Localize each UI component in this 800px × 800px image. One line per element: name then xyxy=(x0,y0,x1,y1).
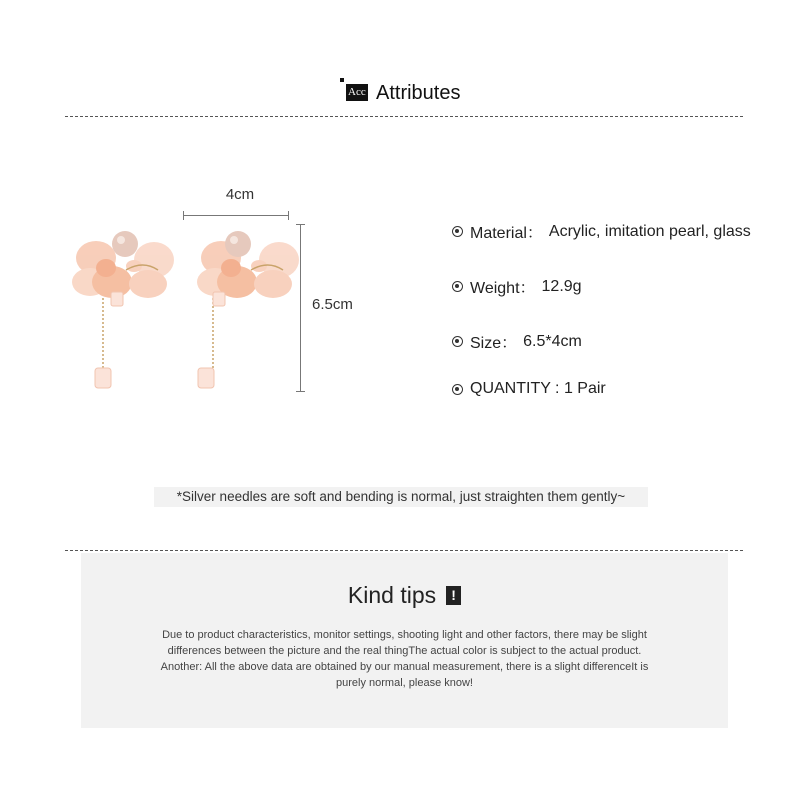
attribute-label: Size： xyxy=(470,335,518,352)
width-dimension-line xyxy=(183,215,289,217)
height-dimension-label: 6.5cm xyxy=(312,296,353,313)
care-note: *Silver needles are soft and bending is normal, just straighten them gently~ xyxy=(154,487,648,507)
kind-tips-line: Another: All the above data are obtained by our manual measurement, there is a slight differenceIt is xyxy=(160,661,649,673)
kind-tips-body xyxy=(119,627,690,691)
product-image xyxy=(60,180,400,410)
exclamation-icon: ! xyxy=(446,586,461,605)
bullet-icon xyxy=(452,336,463,347)
dashed-divider-bottom xyxy=(65,550,743,551)
attribute-label: QUANTITY : 1 Pair xyxy=(470,380,606,397)
attribute-material xyxy=(452,220,751,243)
width-dimension-label: 4cm xyxy=(225,186,255,203)
header-square-icon xyxy=(340,78,344,82)
bullet-icon xyxy=(452,384,463,395)
attribute-label: Weight： xyxy=(470,280,536,297)
section-header xyxy=(0,78,800,108)
section-title: Attributes xyxy=(376,82,461,104)
kind-tips-line: purely normal, please know! xyxy=(336,677,473,689)
kind-tips-line: differences between the picture and the real thingThe actual color is subject to the actual product. xyxy=(167,645,642,657)
kind-tips-heading xyxy=(81,581,728,609)
earring-left-image xyxy=(68,220,178,400)
attribute-size xyxy=(452,330,582,353)
bullet-icon xyxy=(452,226,463,237)
attribute-value: Acrylic, imitation pearl, glass xyxy=(548,222,751,240)
kind-tips-title: Kind tips xyxy=(347,582,437,609)
attribute-value: 12.9g xyxy=(541,277,582,295)
attribute-quantity xyxy=(452,380,606,398)
attribute-label: Material： xyxy=(470,225,543,242)
attribute-weight xyxy=(452,275,582,298)
bullet-icon xyxy=(452,281,463,292)
earring-right-image xyxy=(193,220,303,400)
dashed-divider-top xyxy=(65,116,743,117)
attribute-value: 6.5*4cm xyxy=(523,332,582,350)
header-badge: Acc xyxy=(346,84,368,101)
kind-tips-panel xyxy=(81,553,728,728)
kind-tips-line: Due to product characteristics, monitor settings, shooting light and other factors, there may be slight xyxy=(162,629,647,641)
